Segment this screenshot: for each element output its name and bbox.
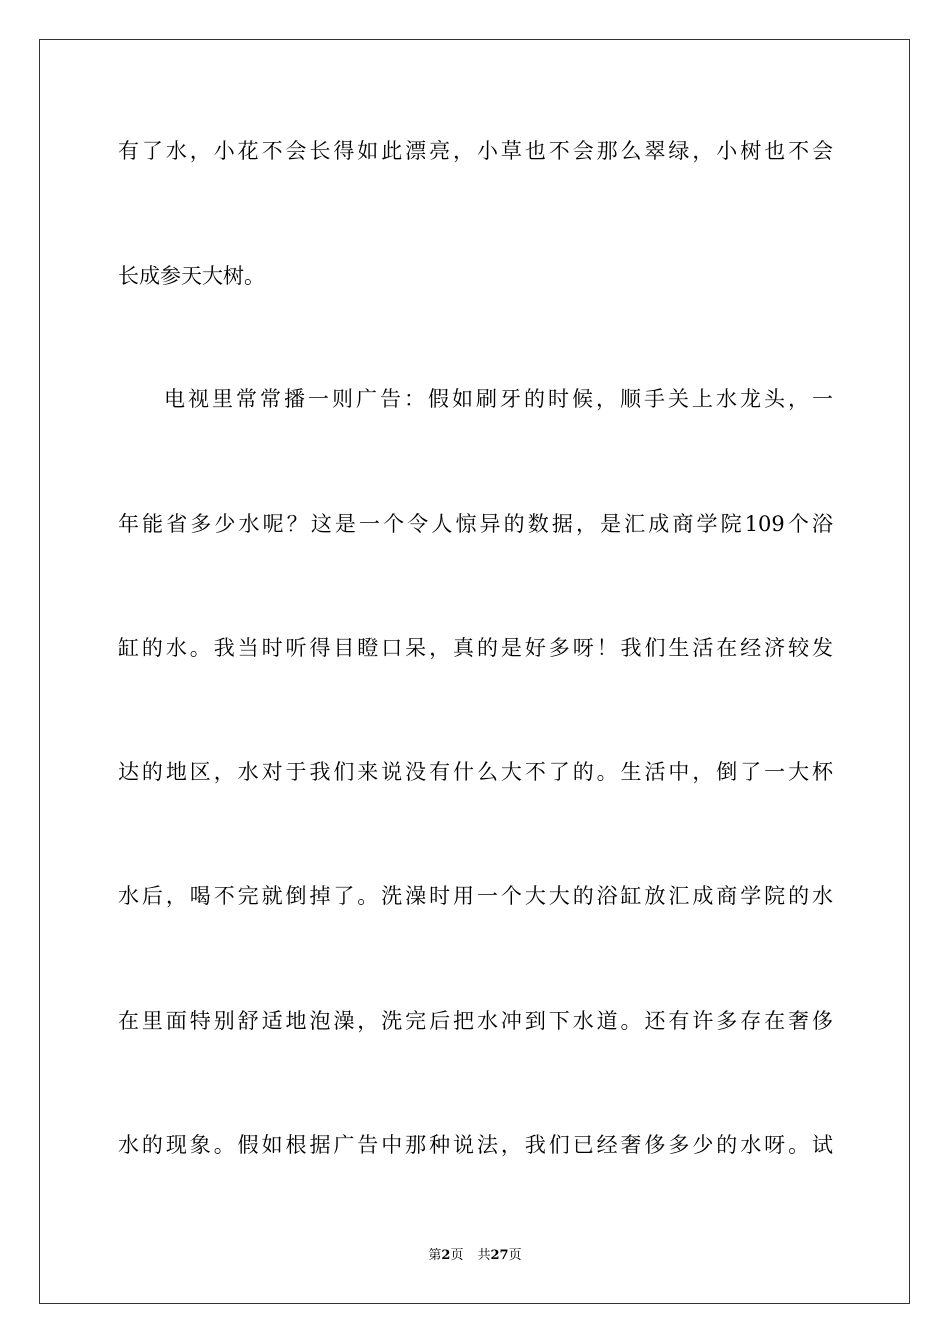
- text-line-8: 在里面特别舒适地泡澡，洗完后把水冲到下水道。还有许多存在奢侈: [118, 1009, 833, 1033]
- text-line-7: 水后，喝不完就倒掉了。洗澡时用一个大大的浴缸放汇成商学院的水: [118, 884, 833, 908]
- page-border: [39, 39, 910, 1304]
- total-pages: 27: [490, 1248, 509, 1263]
- page-suffix: 页: [450, 1248, 464, 1263]
- text-line-5: 缸的水。我当时听得目瞪口呆，真的是好多呀！我们生活在经济较发: [118, 636, 833, 660]
- total-prefix: 共: [477, 1248, 491, 1263]
- page-prefix: 第: [428, 1248, 442, 1263]
- total-suffix: 页: [508, 1248, 522, 1263]
- page-footer: [0, 1248, 950, 1264]
- page-number: 2: [441, 1248, 451, 1263]
- text-line-3: 电视里常常播一则广告：假如刷牙的时候，顺手关上水龙头，一: [164, 387, 833, 411]
- text-line-4: 年能省多少水呢？这是一个令人惊异的数据，是汇成商学院109个浴: [118, 512, 833, 536]
- text-line-6: 达的地区，水对于我们来说没有什么大不了的。生活中，倒了一大杯: [118, 760, 833, 784]
- text-line-1: 有了水，小花不会长得如此漂亮，小草也不会那么翠绿，小树也不会: [118, 139, 833, 163]
- text-line-2: 长成参天大树。: [118, 264, 265, 288]
- text-line-9: 水的现象。假如根据广告中那种说法，我们已经奢侈多少的水呀。试: [118, 1133, 833, 1157]
